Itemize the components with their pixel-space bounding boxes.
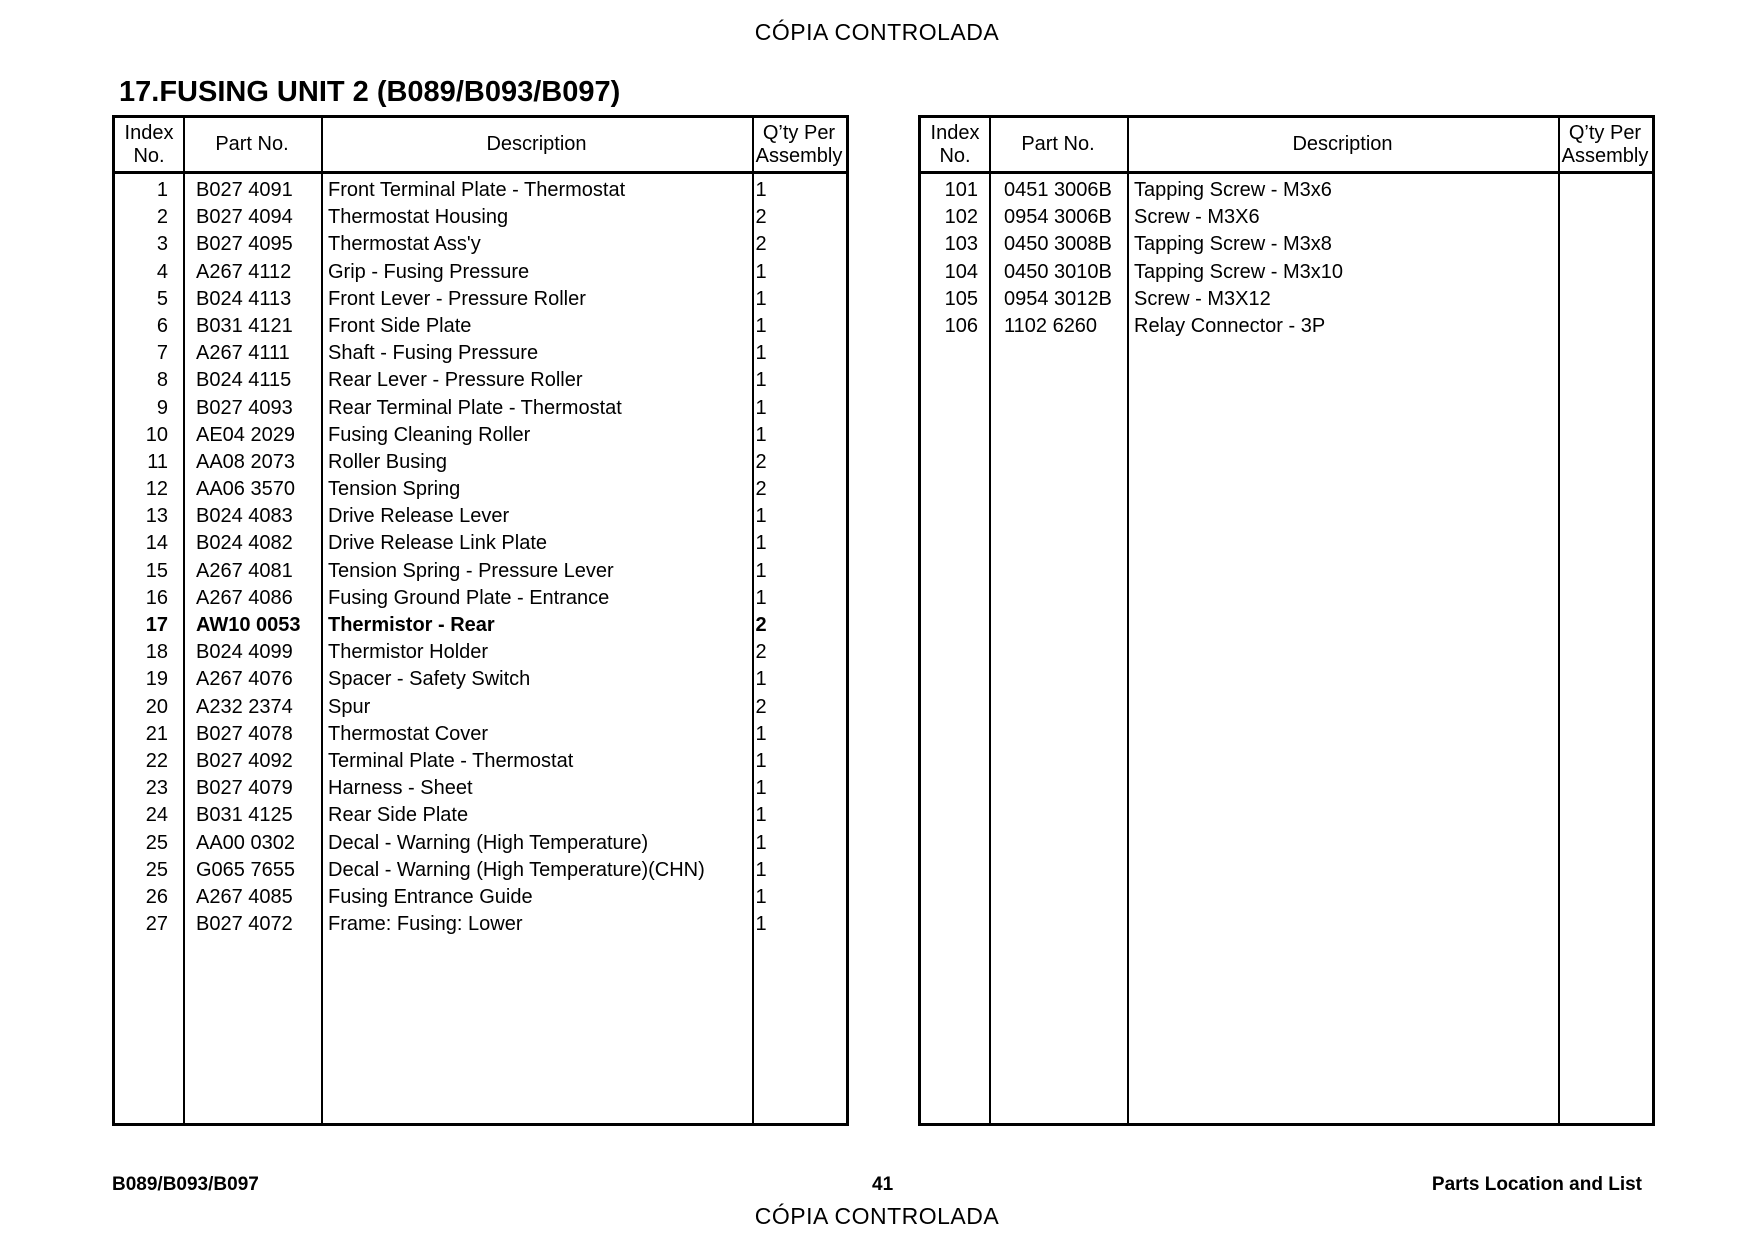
watermark-top: CÓPIA CONTROLADA [754, 19, 1000, 45]
cell-index: 102 [944, 206, 978, 229]
cell-part-no: B027 4072 [196, 913, 293, 936]
cell-description: Decal - Warning (High Temperature)(CHN) [328, 858, 705, 881]
cell-description: Grip - Fusing Pressure [328, 260, 530, 283]
table-row [115, 313, 846, 340]
table-row [115, 503, 846, 530]
cell-description: Decal - Warning (High Temperature) [328, 831, 649, 854]
header-qty [752, 118, 846, 171]
table-body-right [921, 177, 1652, 340]
cell-description: Rear Lever - Pressure Roller [328, 369, 583, 392]
table-row [115, 558, 846, 585]
cell-index: 2 [156, 206, 168, 229]
cell-qty: 1 [755, 858, 767, 881]
cell-qty: 1 [755, 314, 767, 337]
header-divider [115, 171, 846, 174]
cell-description: Fusing Ground Plate - Entrance [328, 586, 610, 609]
cell-part-no: 0954 3012B [1004, 287, 1112, 310]
cell-part-no: A267 4111 [196, 342, 290, 365]
table-row [115, 857, 846, 884]
cell-index: 103 [944, 233, 978, 256]
table-row [115, 639, 846, 666]
header-index [115, 118, 183, 171]
cell-qty: 2 [755, 206, 767, 229]
cell-description: Frame: Fusing: Lower [328, 913, 523, 936]
cell-qty: 1 [755, 532, 767, 555]
header-qty-line1: Q’ty Per [762, 121, 836, 144]
header-index-line1: Index [124, 121, 174, 144]
cell-part-no: B027 4078 [196, 722, 293, 745]
table-row [115, 911, 846, 938]
cell-index: 20 [145, 695, 168, 718]
cell-qty: 2 [755, 614, 767, 636]
cell-index: 14 [145, 532, 168, 555]
cell-index: 15 [145, 559, 168, 582]
header-part-no: Part No. [1021, 133, 1095, 155]
cell-part-no: A267 4085 [196, 885, 293, 908]
cell-part-no: B027 4091 [196, 179, 293, 201]
cell-description: Roller Busing [328, 450, 447, 473]
table-row [115, 340, 846, 367]
cell-part-no: B024 4083 [196, 505, 293, 528]
cell-part-no: A267 4086 [196, 586, 293, 609]
watermark-bottom: CÓPIA CONTROLADA [754, 1203, 1000, 1229]
table-row [115, 884, 846, 911]
table-row [921, 204, 1652, 231]
cell-index: 10 [145, 423, 168, 446]
header-index-line2: No. [133, 144, 165, 167]
cell-part-no: B027 4093 [196, 396, 293, 419]
cell-qty: 1 [755, 831, 767, 854]
cell-index: 4 [156, 260, 168, 283]
cell-part-no: 0450 3010B [1004, 260, 1112, 283]
cell-qty: 1 [755, 885, 767, 908]
table-row [115, 666, 846, 693]
header-index-line1: Index [930, 121, 980, 144]
table-row [115, 802, 846, 829]
cell-qty: 1 [755, 369, 767, 392]
cell-index: 23 [145, 777, 168, 800]
header-qty-line2: Assembly [755, 144, 843, 167]
cell-description: Screw - M3X6 [1134, 206, 1260, 229]
cell-index: 105 [944, 287, 978, 310]
cell-part-no: 0451 3006B [1004, 179, 1112, 201]
cell-index: 22 [145, 749, 168, 772]
parts-table-right [918, 115, 1655, 1126]
cell-index: 18 [145, 641, 168, 664]
cell-qty: 1 [755, 342, 767, 365]
cell-part-no: A267 4081 [196, 559, 293, 582]
cell-qty: 1 [755, 777, 767, 800]
cell-qty: 1 [755, 559, 767, 582]
cell-index: 8 [156, 369, 168, 392]
cell-description: Tapping Screw - M3x6 [1134, 179, 1332, 201]
cell-part-no: B027 4079 [196, 777, 293, 800]
table-row [115, 585, 846, 612]
cell-qty: 1 [755, 260, 767, 283]
cell-index: 9 [156, 396, 168, 419]
cell-part-no: B031 4125 [196, 804, 293, 827]
cell-qty: 1 [755, 804, 767, 827]
cell-description: Drive Release Link Plate [328, 532, 547, 555]
cell-description: Thermistor - Rear [328, 614, 495, 636]
cell-part-no: B031 4121 [196, 314, 293, 337]
table-row [115, 721, 846, 748]
cell-index: 106 [944, 314, 978, 337]
header-index-line2: No. [939, 144, 971, 167]
cell-part-no: B027 4095 [196, 233, 293, 256]
header-description: Description [486, 133, 587, 155]
table-row [115, 177, 846, 204]
cell-qty: 1 [755, 586, 767, 609]
table-row [115, 231, 846, 258]
table-row [115, 530, 846, 557]
cell-part-no: B027 4094 [196, 206, 293, 229]
cell-qty: 2 [755, 478, 767, 501]
cell-part-no: A267 4112 [196, 260, 292, 283]
cell-qty: 2 [755, 695, 767, 718]
table-row [115, 830, 846, 857]
footer-page-number: 41 [872, 1174, 894, 1195]
cell-part-no: AA08 2073 [196, 450, 295, 473]
table-row [921, 286, 1652, 313]
cell-index: 25 [145, 858, 168, 881]
cell-qty: 1 [755, 396, 767, 419]
cell-qty: 1 [755, 913, 767, 936]
table-row [115, 694, 846, 721]
cell-index: 11 [147, 450, 168, 473]
footer-section: Parts Location and List [1431, 1174, 1642, 1195]
cell-description: Fusing Cleaning Roller [328, 423, 531, 446]
cell-part-no: B027 4092 [196, 749, 293, 772]
table-body-left [115, 177, 846, 938]
cell-description: Tension Spring [328, 478, 461, 501]
cell-part-no: B024 4099 [196, 641, 293, 664]
cell-index: 104 [944, 260, 978, 283]
table-row [115, 259, 846, 286]
page-title: 17.FUSING UNIT 2 (B089/B093/B097) [119, 76, 621, 108]
cell-description: Tapping Screw - M3x10 [1134, 260, 1343, 283]
parts-table-left [112, 115, 849, 1126]
cell-index: 19 [145, 668, 168, 691]
cell-part-no: B024 4115 [196, 369, 292, 392]
table-row [115, 449, 846, 476]
cell-description: Harness - Sheet [328, 777, 473, 800]
cell-description: Thermostat Housing [328, 206, 509, 229]
cell-description: Fusing Entrance Guide [328, 885, 533, 908]
cell-index: 21 [145, 722, 168, 745]
cell-description: Relay Connector - 3P [1134, 314, 1326, 337]
cell-part-no: AE04 2029 [196, 423, 295, 446]
cell-description: Rear Terminal Plate - Thermostat [328, 396, 622, 419]
cell-part-no: 1102 6260 [1004, 314, 1098, 337]
cell-qty: 1 [755, 287, 767, 310]
cell-part-no: B024 4082 [196, 532, 293, 555]
cell-index: 7 [156, 342, 168, 365]
cell-qty: 1 [755, 722, 767, 745]
cell-index: 5 [156, 287, 168, 310]
table-row [921, 313, 1652, 340]
header-part-no: Part No. [215, 133, 289, 155]
cell-qty: 2 [755, 450, 767, 473]
cell-qty: 1 [755, 668, 767, 691]
header-qty-line1: Q’ty Per [1568, 121, 1642, 144]
cell-description: Tapping Screw - M3x8 [1134, 233, 1332, 256]
cell-index: 6 [156, 314, 168, 337]
table-row [115, 395, 846, 422]
cell-description: Thermostat Cover [328, 722, 489, 745]
footer-model: B089/B093/B097 [112, 1174, 259, 1195]
cell-qty: 1 [755, 749, 767, 772]
cell-part-no: G065 7655 [196, 858, 295, 881]
cell-index: 13 [145, 505, 168, 528]
cell-qty: 2 [755, 233, 767, 256]
table-row [115, 476, 846, 503]
cell-part-no: AW10 0053 [196, 614, 301, 636]
cell-description: Front Lever - Pressure Roller [328, 287, 586, 310]
table-row [921, 177, 1652, 204]
cell-part-no: 0954 3006B [1004, 206, 1112, 229]
cell-index: 27 [145, 913, 168, 936]
cell-description: Terminal Plate - Thermostat [328, 749, 574, 772]
cell-qty: 2 [755, 641, 767, 664]
table-row [115, 775, 846, 802]
header-qty [1558, 118, 1652, 171]
table-row [115, 612, 846, 639]
cell-part-no: B024 4113 [196, 287, 292, 310]
cell-index: 1 [156, 179, 168, 201]
cell-index: 17 [145, 614, 168, 636]
cell-index: 101 [944, 179, 978, 201]
table-row [115, 367, 846, 394]
cell-index: 26 [145, 885, 168, 908]
cell-description: Shaft - Fusing Pressure [328, 342, 539, 365]
cell-description: Screw - M3X12 [1134, 287, 1271, 310]
header-index [921, 118, 989, 171]
header-description: Description [1292, 133, 1393, 155]
cell-index: 3 [156, 233, 168, 256]
table-row [921, 259, 1652, 286]
table-row [115, 204, 846, 231]
cell-qty: 1 [755, 505, 767, 528]
cell-description: Drive Release Lever [328, 505, 510, 528]
cell-part-no: 0450 3008B [1004, 233, 1112, 256]
cell-index: 25 [145, 831, 168, 854]
cell-description: Front Side Plate [328, 314, 472, 337]
table-row [115, 422, 846, 449]
cell-qty: 1 [755, 423, 767, 446]
cell-description: Tension Spring - Pressure Lever [328, 559, 614, 582]
cell-description: Thermistor Holder [328, 641, 489, 664]
cell-description: Thermostat Ass'y [328, 233, 481, 256]
cell-part-no: A232 2374 [196, 695, 293, 718]
cell-description: Rear Side Plate [328, 804, 469, 827]
cell-index: 12 [145, 478, 168, 501]
header-qty-line2: Assembly [1561, 144, 1649, 167]
cell-part-no: A267 4076 [196, 668, 293, 691]
cell-part-no: AA06 3570 [196, 478, 295, 501]
cell-description: Front Terminal Plate - Thermostat [328, 179, 626, 201]
cell-description: Spacer - Safety Switch [328, 668, 531, 691]
table-row [115, 286, 846, 313]
cell-index: 16 [145, 586, 168, 609]
cell-part-no: AA00 0302 [196, 831, 295, 854]
table-row [921, 231, 1652, 258]
header-divider [921, 171, 1652, 174]
table-row [115, 748, 846, 775]
cell-qty: 1 [755, 179, 767, 201]
cell-index: 24 [145, 804, 168, 827]
cell-description: Spur [328, 695, 371, 718]
